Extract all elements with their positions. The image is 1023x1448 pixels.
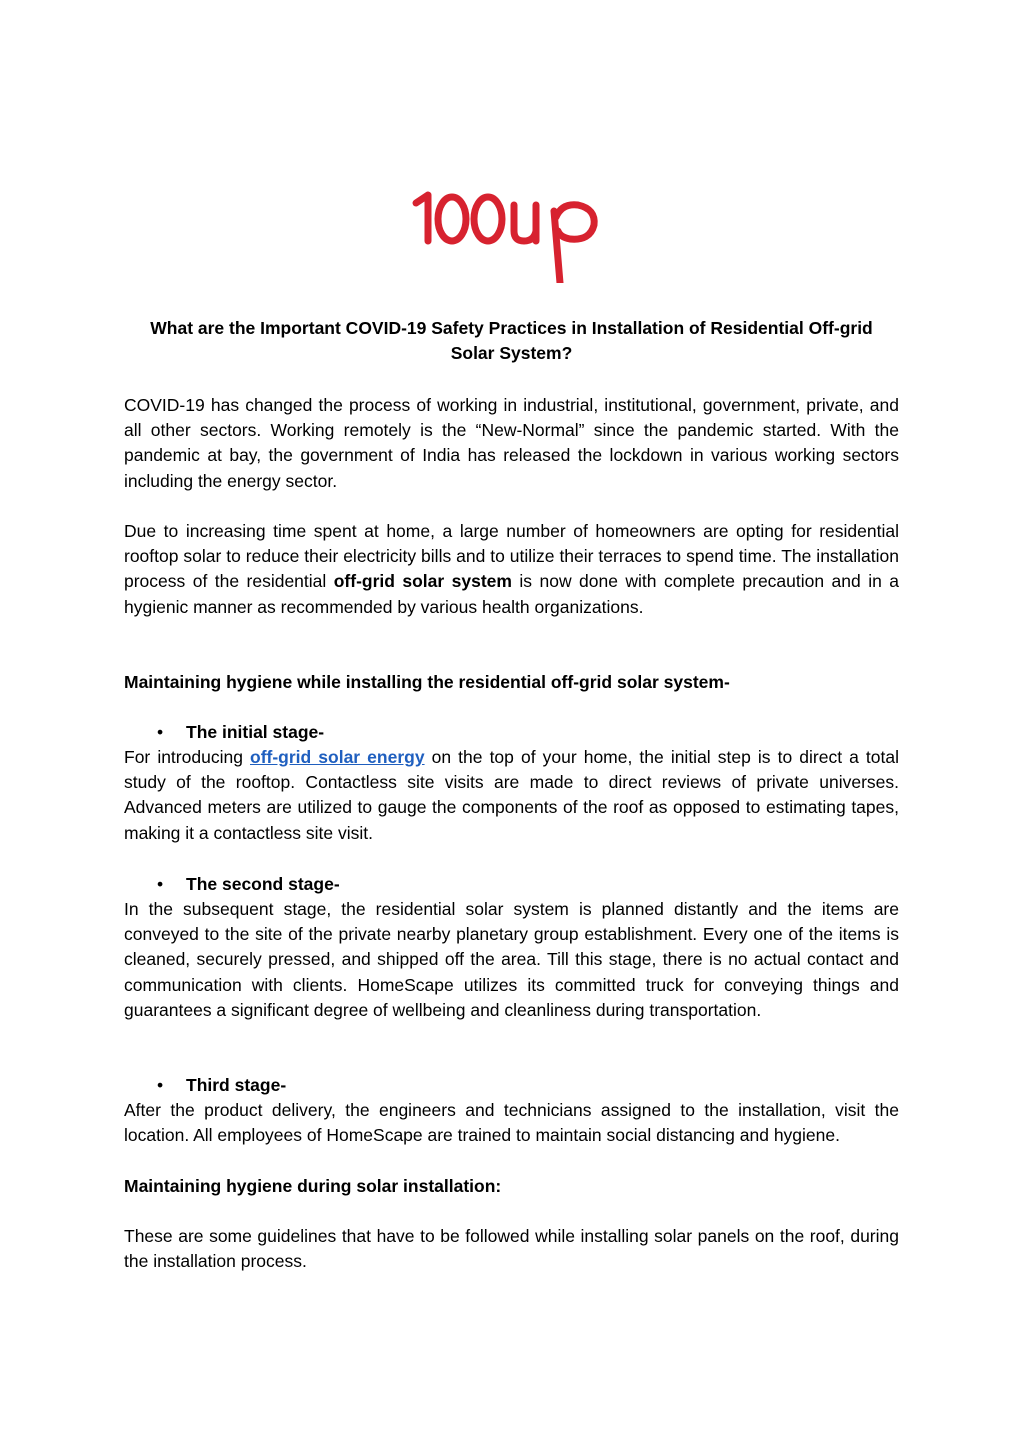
intro-p2-bold-term: off-grid solar system bbox=[333, 571, 512, 592]
off-grid-solar-energy-link[interactable]: off-grid solar energy bbox=[250, 747, 425, 767]
stage-text-second: In the subsequent stage, the residential solar system is planned distantly and the items are conveyed to the site of the private nearby planetary group establishment. Every one of the items is cleaned, securely pressed, and shipped off the area. Till this stage, there is no actual contact and communication with clients. HomeScape utilizes its committed truck for conveying things and guarantees a significant degree of wellbeing and cleanliness during transportation. bbox=[124, 899, 899, 1020]
title-line-2: Solar System? bbox=[450, 343, 573, 363]
intro-paragraph-1: COVID-19 has changed the process of working in industrial, institutional, government, private, and all other sectors. Working remotely is the “New-Normal” since the pandemic started. With the pandemic at bay, the government of India has released the lockdown in various working sectors including the energy sector. bbox=[124, 395, 899, 491]
title-line-1: What are the Important COVID-19 Safety Practices in Installation of Residential Off-grid bbox=[150, 318, 873, 338]
guidelines-paragraph: These are some guidelines that have to be followed while installing solar panels on the roof, during the installation process. bbox=[124, 1226, 899, 1272]
stage-title-third: Third stage- bbox=[186, 1075, 287, 1095]
stage-text-third: After the product delivery, the engineers and technicians assigned to the installation, visit the location. All employees of HomeScape are trained to maintain social distancing and hygiene. bbox=[124, 1100, 899, 1146]
page-title bbox=[124, 316, 899, 366]
stage-title-initial: The initial stage- bbox=[186, 722, 325, 742]
stage-initial-text-before: For introducing bbox=[124, 747, 250, 767]
section-heading-during-installation: Maintaining hygiene during solar installation: bbox=[124, 1176, 502, 1196]
document-page bbox=[124, 0, 899, 1448]
brand-logo bbox=[410, 183, 610, 283]
intro-p2-text-after: is now done with complete precaution and in a hygienic manner as recommended by various health organizations. bbox=[124, 571, 899, 617]
section-heading-installing: Maintaining hygiene while installing the residential off-grid solar system- bbox=[124, 672, 730, 692]
stage-initial-text-after: on the top of your home, the initial step is to direct a total study of the rooftop. Contactless site visits are made to direct reviews of private universes. Advanced meters are utilized to gauge the components of the roof as opposed to estimating tapes, making it a contactless site visit. bbox=[124, 747, 899, 843]
stage-text-initial bbox=[124, 745, 899, 846]
bullet-dot-icon: • bbox=[157, 874, 164, 894]
bullet-dot-icon: • bbox=[157, 722, 164, 742]
logo-100up-icon bbox=[410, 183, 610, 283]
stage-title-second: The second stage- bbox=[186, 874, 340, 894]
intro-p2-text-before: Due to increasing time spent at home, a large number of homeowners are opting for residential rooftop solar to reduce their electricity bills and to utilize their terraces to spend time. The installation process of the residential bbox=[124, 521, 899, 592]
bullet-dot-icon: • bbox=[157, 1075, 164, 1095]
intro-paragraph-2 bbox=[124, 519, 899, 620]
